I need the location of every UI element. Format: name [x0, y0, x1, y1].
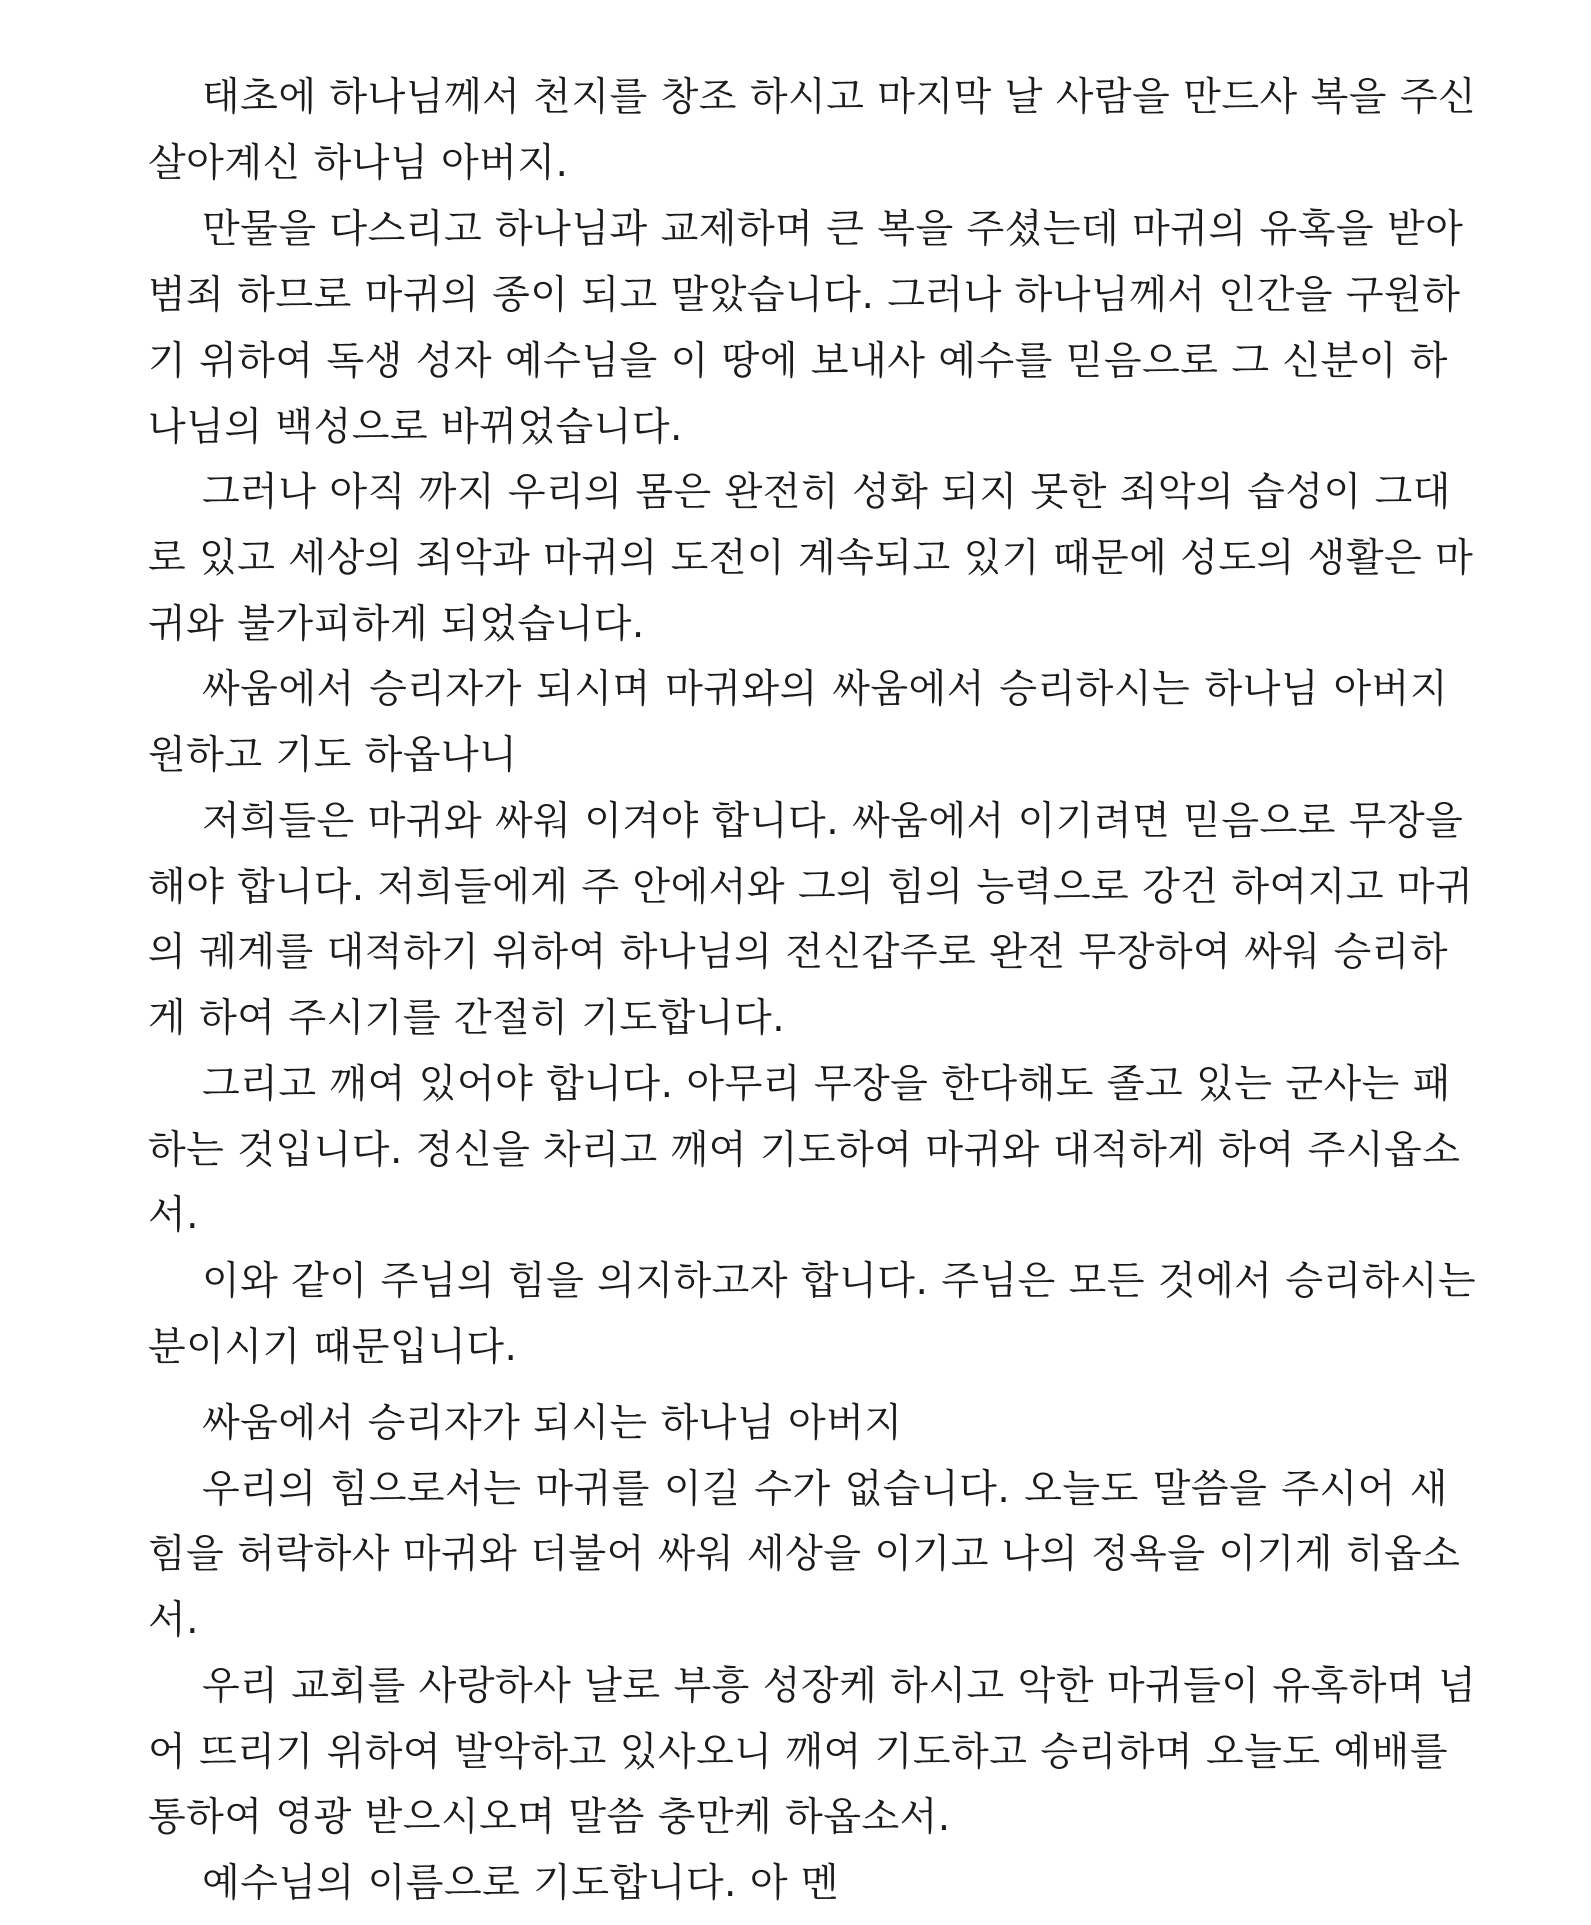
- text-line: 로 있고 세상의 죄악과 마귀의 도전이 계속되고 있기 때문에 성도의 생활은 마: [148, 536, 1474, 582]
- text-line: 게 하여 주시기를 간절히 기도합니다.: [148, 996, 786, 1042]
- text-line: 분이시기 때문입니다.: [148, 1324, 518, 1370]
- text-line: 기 위하여 독생 성자 예수님을 이 땅에 보내사 예수를 믿음으로 그 신분이 하: [148, 338, 1448, 384]
- text-line: 살아계신 하나님 아버지.: [148, 140, 569, 186]
- text-line: 서.: [148, 1598, 200, 1644]
- text-line: 싸움에서 승리자가 되시는 하나님 아버지: [202, 1400, 903, 1446]
- text-line: 나님의 백성으로 바뀌었습니다.: [148, 404, 683, 450]
- text-line: 그리고 깨여 있어야 합니다. 아무리 무장을 한다해도 졸고 있는 군사는 패: [202, 1061, 1451, 1107]
- text-line: 이와 같이 주님의 힘을 의지하고자 합니다. 주님은 모든 것에서 승리하시는: [202, 1258, 1477, 1304]
- text-line: 원하고 기도 하옵나니: [148, 733, 518, 779]
- text-line: 우리 교회를 사랑하사 날로 부흥 성장케 하시고 악한 마귀들이 유혹하며 넘: [202, 1663, 1477, 1709]
- text-line: 예수님의 이름으로 기도합니다. 아 멘: [202, 1861, 840, 1906]
- text-line: 저희들은 마귀와 싸워 이겨야 합니다. 싸움에서 이기려면 믿음으로 무장을: [202, 798, 1464, 844]
- text-line: 만물을 다스리고 하나님과 교제하며 큰 복을 주셨는데 마귀의 유혹을 받아: [202, 207, 1464, 253]
- text-line: 그러나 아직 까지 우리의 몸은 완전히 성화 되지 못한 죄악의 습성이 그대: [202, 470, 1451, 516]
- text-line: 해야 합니다. 저희들에게 주 안에서와 그의 힘의 능력으로 강건 하여지고 마귀: [148, 864, 1474, 910]
- text-line: 힘을 허락하사 마귀와 더불어 싸워 세상을 이기고 나의 정욕을 이기게 히옵소: [148, 1532, 1461, 1578]
- text-line: 어 뜨리기 위하여 발악하고 있사오니 깨여 기도하고 승리하며 오늘도 예배를: [148, 1729, 1448, 1775]
- text-line: 서.: [148, 1193, 200, 1239]
- text-line: 의 궤계를 대적하기 위하여 하나님의 전신갑주로 완전 무장하여 싸워 승리하: [148, 930, 1448, 976]
- text-line: 싸움에서 승리자가 되시며 마귀와의 싸움에서 승리하시는 하나님 아버지: [202, 667, 1448, 713]
- text-line: 범죄 하므로 마귀의 종이 되고 말았습니다. 그러나 하나님께서 인간을 구원하: [148, 273, 1461, 319]
- text-line: 통하여 영광 받으시오며 말씀 충만케 하옵소서.: [148, 1795, 951, 1841]
- text-line: 귀와 불가피하게 되었습니다.: [148, 601, 645, 647]
- text-line: 하는 것입니다. 정신을 차리고 깨여 기도하여 마귀와 대적하게 하여 주시옵소: [148, 1127, 1461, 1173]
- text-line: 태초에 하나님께서 천지를 창조 하시고 마지막 날 사람을 만드사 복을 주신: [202, 75, 1477, 120]
- text-line: 우리의 힘으로서는 마귀를 이길 수가 없습니다. 오늘도 말씀을 주시어 새: [202, 1466, 1448, 1512]
